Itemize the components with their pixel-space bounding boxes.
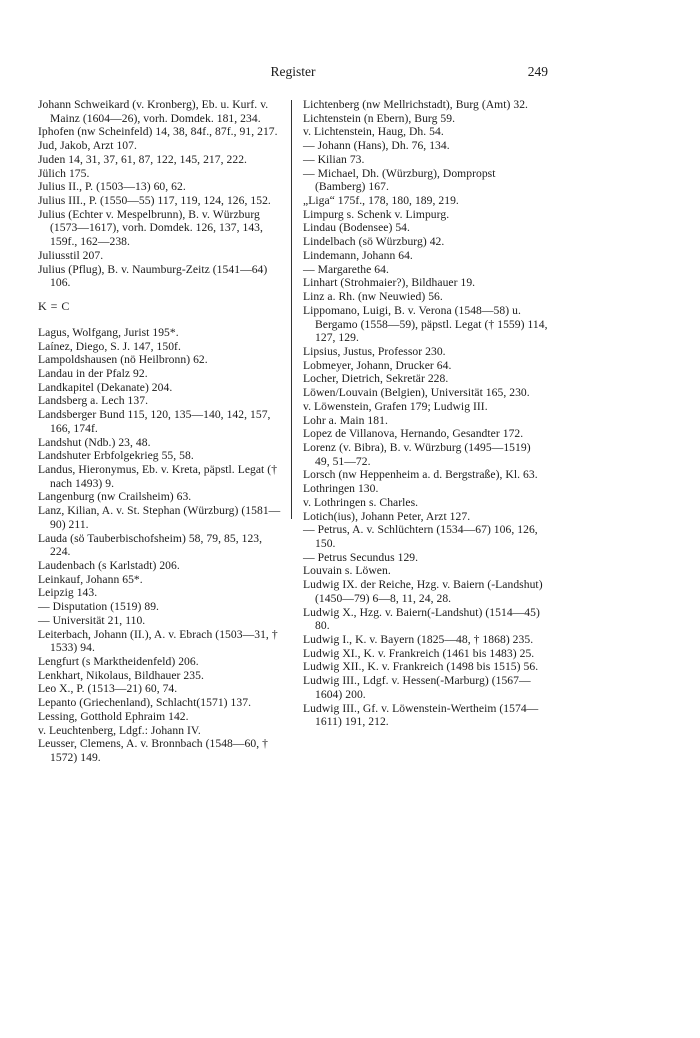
page-number: 249 xyxy=(527,64,548,79)
index-entry: Löwen/Louvain (Belgien), Universität 165, 230. xyxy=(303,386,530,400)
index-entry: v. Leuchtenberg, Ldgf.: Johann IV. xyxy=(38,723,201,737)
index-entry: Leo X., P. (1513—21) 60, 74. xyxy=(38,682,178,696)
index-entry: Lothringen 130. xyxy=(303,482,379,496)
index-entry: Lopez de Villanova, Hernando, Gesandter 172. xyxy=(303,427,524,441)
index-entry: „Liga“ 175f., 178, 180, 189, 219. xyxy=(303,194,459,208)
index-entry: Julius II., P. (1503—13) 60, 62. xyxy=(38,180,186,194)
running-title: Register xyxy=(270,64,316,79)
index-entry: Landau in der Pfalz 92. xyxy=(38,366,148,380)
index-entry: Lagus, Wolfgang, Jurist 195*. xyxy=(38,325,179,339)
left-column xyxy=(38,98,283,765)
index-entry: Ludwig I., K. v. Bayern (1825—48, † 1868) 235. xyxy=(303,633,534,647)
index-entry: Lauda (sö Tauberbischofsheim) 58, 79, 85, 123, 224. xyxy=(38,531,263,559)
index-entry: Lipsius, Justus, Professor 230. xyxy=(303,344,446,358)
index-entry: Jud, Jakob, Arzt 107. xyxy=(38,139,137,153)
index-entry: — Disputation (1519) 89. xyxy=(38,600,159,614)
index-entry: Julius III., P. (1550—55) 117, 119, 124, 126, 152. xyxy=(38,194,271,208)
index-entry: Lepanto (Griechenland), Schlacht(1571) 137. xyxy=(38,696,252,710)
index-entry: Linhart (Strohmaier?), Bildhauer 19. xyxy=(303,276,476,290)
index-entry: Langenburg (nw Crailsheim) 63. xyxy=(38,490,192,504)
index-entry: Ludwig X., Hzg. v. Baiern(-Landshut) (1514—45) 80. xyxy=(303,605,540,633)
index-entry: Jülich 175. xyxy=(38,166,90,180)
index-entry: — Universität 21, 110. xyxy=(38,613,146,627)
right-column xyxy=(303,98,548,729)
index-entry: — Petrus Secundus 129. xyxy=(303,550,419,564)
index-entry: Linz a. Rh. (nw Neuwied) 56. xyxy=(303,290,443,304)
index-entry: Landkapitel (Dekanate) 204. xyxy=(38,380,173,394)
page-header xyxy=(38,64,548,80)
index-entry: Lessing, Gotthold Ephraim 142. xyxy=(38,709,189,723)
index-entry: Lichtenberg (nw Mellrichstadt), Burg (Amt) 32. xyxy=(303,98,529,111)
index-entry: Lotich(ius), Johann Peter, Arzt 127. xyxy=(303,509,471,523)
index-entry: Laínez, Diego, S. J. 147, 150f. xyxy=(38,339,181,353)
index-entry: Lohr a. Main 181. xyxy=(303,413,388,427)
index-entry: Leipzig 143. xyxy=(38,586,98,600)
column-divider xyxy=(291,100,292,519)
index-entry: Lampoldshausen (nö Heilbronn) 62. xyxy=(38,353,208,367)
index-entry: Laudenbach (s Karlstadt) 206. xyxy=(38,559,180,572)
entries-l xyxy=(38,326,283,765)
index-entry: Landus, Hieronymus, Eb. v. Kreta, päpstl. Legat († nach 1493) 9. xyxy=(38,462,278,490)
index-entry: Lindemann, Johann 64. xyxy=(303,248,413,262)
index-entry: Lippomano, Luigi, B. v. Verona (1548—58) u. Bergamo (1558—59), päpstl. Legat († 1559) 114, 127, 129. xyxy=(303,303,548,345)
index-entry: Juden 14, 31, 37, 61, 87, 122, 145, 217, 222. xyxy=(38,152,248,166)
index-entry: Limpurg s. Schenk v. Limpurg. xyxy=(303,207,450,221)
index-entry: Ludwig IX. der Reiche, Hzg. v. Baiern (-Landshut) (1450—79) 6—8, 11, 24, 28. xyxy=(303,578,543,605)
index-entry: Landsberg a. Lech 137. xyxy=(38,394,149,408)
index-entry: Lengfurt (s Marktheidenfeld) 206. xyxy=(38,655,199,669)
index-entry: Lorenz (v. Bibra), B. v. Würzburg (1495—1519) 49, 51—72. xyxy=(303,440,531,468)
index-entry: Leinkauf, Johann 65*. xyxy=(38,572,143,586)
index-entry: v. Löwenstein, Grafen 179; Ludwig III. xyxy=(303,399,488,413)
index-entry: Johann Schweikard (v. Kronberg), Eb. u. Kurf. v. Mainz (1604—26), vorh. Domdek. 181, 234. xyxy=(38,98,269,125)
index-entry: Ludwig III., Ldgf. v. Hessen(-Marburg) (1567—1604) 200. xyxy=(303,674,531,701)
index-entry: Julius (Pflug), B. v. Naumburg-Zeitz (1541—64) 106. xyxy=(38,262,268,290)
index-entry: — Kilian 73. xyxy=(303,152,365,166)
entries-l-continued xyxy=(303,98,548,729)
index-entry: Ludwig XI., K. v. Frankreich (1461 bis 1483) 25. xyxy=(303,646,535,660)
entries-j xyxy=(38,98,283,290)
index-entry: — Margarethe 64. xyxy=(303,262,389,276)
index-entry: Landshut (Ndb.) 23, 48. xyxy=(38,435,151,449)
index-entry: Julius (Echter v. Mespelbrunn), B. v. Würzburg (1573—1617), vorh. Domdek. 126, 137, 143, 159f., 162—238. xyxy=(38,207,263,249)
index-entry: Lorsch (nw Heppenheim a. d. Bergstraße), Kl. 63. xyxy=(303,468,538,482)
index-entry: Iphofen (nw Scheinfeld) 14, 38, 84f., 87f., 91, 217. xyxy=(38,125,278,139)
index-entry: Leiterbach, Johann (II.), A. v. Ebrach (1503—31, † 1533) 94. xyxy=(38,627,278,655)
index-entry: v. Lichtenstein, Haug, Dh. 54. xyxy=(303,125,444,139)
index-entry: Lobmeyer, Johann, Drucker 64. xyxy=(303,358,452,372)
index-entry: Leusser, Clemens, A. v. Bronnbach (1548—60, † 1572) 149. xyxy=(38,737,268,765)
index-entry: — Johann (Hans), Dh. 76, 134. xyxy=(303,139,450,153)
index-entry: — Petrus, A. v. Schlüchtern (1534—67) 106, 126, 150. xyxy=(303,523,538,550)
index-entry: Lindau (Bodensee) 54. xyxy=(303,221,410,235)
index-entry: Lichtenstein (n Ebern), Burg 59. xyxy=(303,111,456,125)
index-entry: Lindelbach (sö Würzburg) 42. xyxy=(303,235,445,249)
index-entry: Ludwig III., Gf. v. Löwenstein-Wertheim (1574—1611) 191, 212. xyxy=(303,701,539,729)
index-entry: — Michael, Dh. (Würzburg), Dompropst (Bamberg) 167. xyxy=(303,166,496,194)
index-entry: Lenkhart, Nikolaus, Bildhauer 235. xyxy=(38,668,204,682)
section-heading: K = C xyxy=(38,299,70,314)
index-entry: Louvain s. Löwen. xyxy=(303,564,391,578)
index-entry: v. Lothringen s. Charles. xyxy=(303,495,419,509)
index-entry: Landshuter Erbfolgekrieg 55, 58. xyxy=(38,449,194,463)
index-entry: Locher, Dietrich, Sekretär 228. xyxy=(303,372,449,386)
index-entry: Lanz, Kilian, A. v. St. Stephan (Würzburg) (1581—90) 211. xyxy=(38,504,281,531)
index-entry: Ludwig XII., K. v. Frankreich (1498 bis 1515) 56. xyxy=(303,660,539,674)
index-entry: Juliusstil 207. xyxy=(38,248,104,262)
index-entry: Landsberger Bund 115, 120, 135—140, 142, 157, 166, 174f. xyxy=(38,408,271,435)
